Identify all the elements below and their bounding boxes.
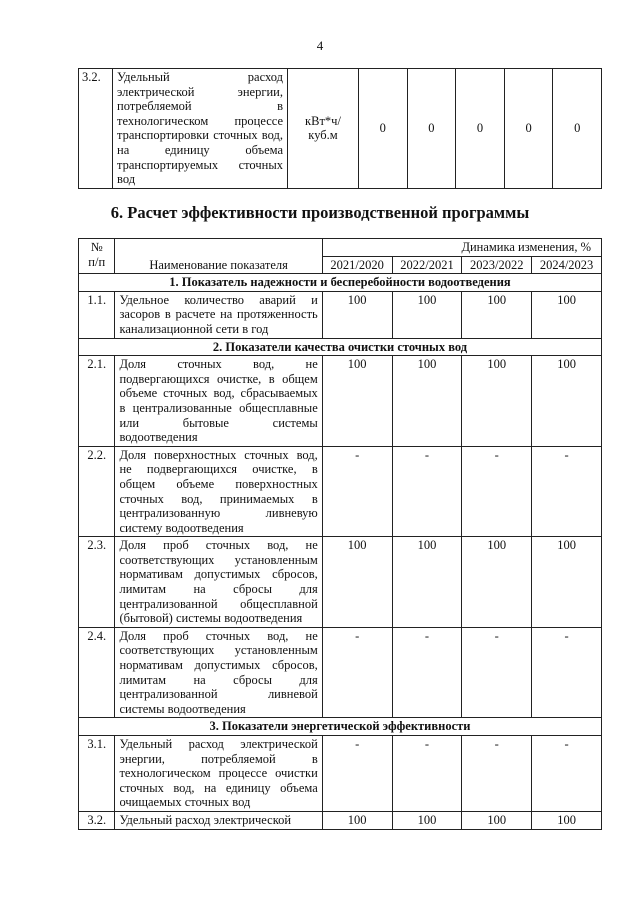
value-cell: 0 [504,69,553,189]
table-row [79,291,602,338]
section-row [79,274,602,292]
num-header-line2: п/п [88,254,106,269]
value-cell: 0 [407,69,456,189]
table-row [79,356,602,447]
value-cell: 100 [532,291,602,338]
value-cell: 0 [456,69,505,189]
row-number: 2.2. [79,446,115,537]
value-cell: 100 [392,291,462,338]
value-cell: 100 [462,537,532,628]
header-row [79,239,602,257]
num-header-line1: № [90,240,103,254]
page-number: 4 [316,38,324,53]
row-number: 1.1. [79,291,115,338]
value-cell: - [392,446,462,537]
year-header: 2022/2021 [392,256,462,274]
table-row [79,627,602,718]
row-number: 2.1. [79,356,115,447]
value-cell: - [532,446,602,537]
value-cell: 0 [553,69,602,189]
value-cell: 100 [462,356,532,447]
section-heading: 2. Показатели качества очистки сточных вод [79,338,602,356]
indicator-name: Доля проб сточных вод, не соответствующих установленным нормативам допустимых сбросов, лимитам на сбросы для централизованной ливневой системы водоотведения [115,627,322,718]
value-cell: - [532,736,602,812]
unit-cell: кВт*ч/ куб.м [288,69,359,189]
efficiency-table [78,238,602,830]
table-row [79,446,602,537]
value-cell: - [532,627,602,718]
section-heading: 3. Показатели энергетической эффективности [79,718,602,736]
value-cell: 100 [532,537,602,628]
num-header [79,239,115,274]
year-header: 2024/2023 [532,256,602,274]
value-cell: 100 [322,537,392,628]
year-header: 2021/2020 [322,256,392,274]
value-cell: 100 [462,291,532,338]
row-number: 3.2. [79,69,113,189]
value-cell: - [392,627,462,718]
row-number: 3.1. [79,736,115,812]
value-cell: - [462,736,532,812]
value-cell: - [322,627,392,718]
section-title: 6. Расчет эффективности производственной программы [110,203,530,222]
indicator-name: Доля поверхностных сточных вод, не подвергающихся очистке, в общем объеме поверхностных сточных вод, принимаемых в централизованную ливневую систему водоотведения [115,446,322,537]
row-number: 2.4. [79,627,115,718]
value-cell: 100 [392,537,462,628]
dynamics-header: Динамика изменения, % [322,239,601,257]
section-heading: 1. Показатель надежности и бесперебойности водоотведения [79,274,602,292]
value-cell: 100 [322,356,392,447]
value-cell: 100 [322,291,392,338]
table-row [79,537,602,628]
row-number: 3.2. [79,811,115,829]
indicator-name: Доля сточных вод, не подвергающихся очистке, в общем объеме сточных вод, сбрасываемых в централизованные общесплавные или бытовые системы водоотведения [115,356,322,447]
value-cell: - [322,446,392,537]
indicator-name: Удельный расход электрической [115,811,322,829]
section-row [79,718,602,736]
indicator-name: Удельное количество аварий и засоров в расчете на протяженность канализационной сети в год [115,291,322,338]
name-header: Наименование показателя [115,239,322,274]
value-cell: 100 [392,811,462,829]
value-cell: - [462,446,532,537]
value-cell: 100 [532,811,602,829]
value-cell: 100 [462,811,532,829]
value-cell: 100 [322,811,392,829]
indicator-name: Доля проб сточных вод, не соответствующих установленным нормативам допустимых сбросов, лимитам на сбросы для централизованной общесплавной (бытовой) системы водоотведения [115,537,322,628]
table-row [79,69,602,189]
value-cell: 0 [359,69,408,189]
row-number: 2.3. [79,537,115,628]
value-cell: - [462,627,532,718]
value-cell: 100 [532,356,602,447]
value-cell: - [392,736,462,812]
value-cell: - [322,736,392,812]
table-row [79,736,602,812]
section-row [79,338,602,356]
value-cell: 100 [392,356,462,447]
continued-table [78,68,602,189]
indicator-name: Удельный расход электрической энергии, потребляемой в технологическом процессе транспортировки сточных вод, на единицу объема транспортируемых сточных вод [113,69,288,189]
indicator-name: Удельный расход электрической энергии, потребляемой в технологическом процессе очистки сточных вод, на единицу объема очищаемых сточных вод [115,736,322,812]
year-header: 2023/2022 [462,256,532,274]
table-row [79,811,602,829]
